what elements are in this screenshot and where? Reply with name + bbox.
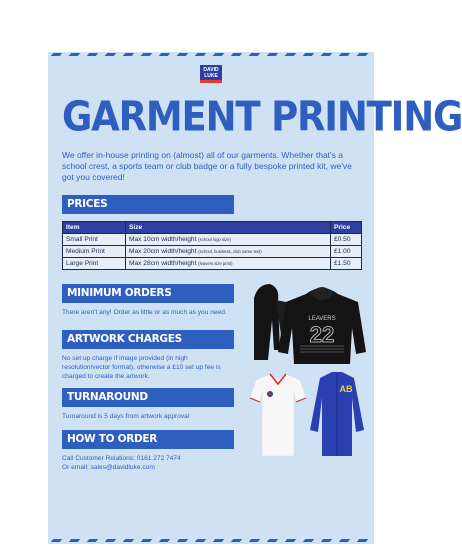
col-price-header: Price [331, 222, 362, 234]
table-row [63, 234, 362, 246]
email-line: Or email: sales@davidluke.com [62, 464, 155, 471]
table-row [63, 246, 362, 258]
intro-text: We offer in-house printing on (almost) all of our garments. Whether that's a school crest, a sports team or club badge or a fully bespoke printed kit, we've got you covered! [62, 150, 352, 182]
minimum-orders-heading: MINIMUM ORDERS [62, 284, 234, 303]
row-price: £1.50 [331, 258, 362, 270]
back-print-title: LEAVERS [308, 316, 336, 322]
polo-shirt-image [250, 374, 306, 456]
how-to-order-contact [62, 454, 234, 472]
minimum-orders-text: There aren't any! Order as little or as much as you need. [62, 309, 227, 316]
blue-jacket-image [310, 372, 364, 456]
top-stripe-border [48, 52, 374, 58]
jacket-initials: AB [339, 384, 353, 394]
bottom-stripe-border [48, 538, 374, 544]
flyer-page [48, 52, 462, 544]
col-item-header: Item [63, 222, 126, 234]
logo-line2: LUKE [204, 73, 218, 79]
back-print-number: 22 [309, 322, 335, 347]
col-size-header: Size [126, 222, 331, 234]
hoodie-back-image [278, 287, 366, 364]
david-luke-logo [200, 65, 222, 83]
how-to-order-heading: HOW TO ORDER [62, 430, 234, 449]
row-item: Medium Print [63, 246, 126, 258]
row-price: £1.00 [331, 246, 362, 258]
prices-header-row [63, 222, 362, 234]
row-size: Max 28cm width/height (leavers size print) [126, 258, 331, 270]
row-size: Max 20cm width/height (school, business, club name text) [126, 246, 331, 258]
phone-line: Call Customer Relations: 0161 272 7474 [62, 455, 181, 462]
artwork-charges-text: No set up charge if image provided (in high resolution/vector format), otherwise a £10 set up fee is charged to create the artwork. [62, 355, 221, 380]
row-price: £0.50 [331, 234, 362, 246]
logo-line1: DAVID [203, 67, 219, 73]
row-size: Max 10cm width/height (school logo size) [126, 234, 331, 246]
prices-table [62, 221, 362, 270]
row-item: Large Print [63, 258, 126, 270]
turnaround-text: Turnaround is 5 days from artwork approval [62, 413, 190, 420]
prices-heading: PRICES [62, 195, 234, 214]
garment-illustrations [248, 280, 368, 460]
artwork-charges-heading: ARTWORK CHARGES [62, 330, 234, 349]
table-row [63, 258, 362, 270]
page-title: GARMENT PRINTING [62, 93, 462, 141]
row-item: Small Print [63, 234, 126, 246]
turnaround-heading: TURNAROUND [62, 388, 234, 407]
